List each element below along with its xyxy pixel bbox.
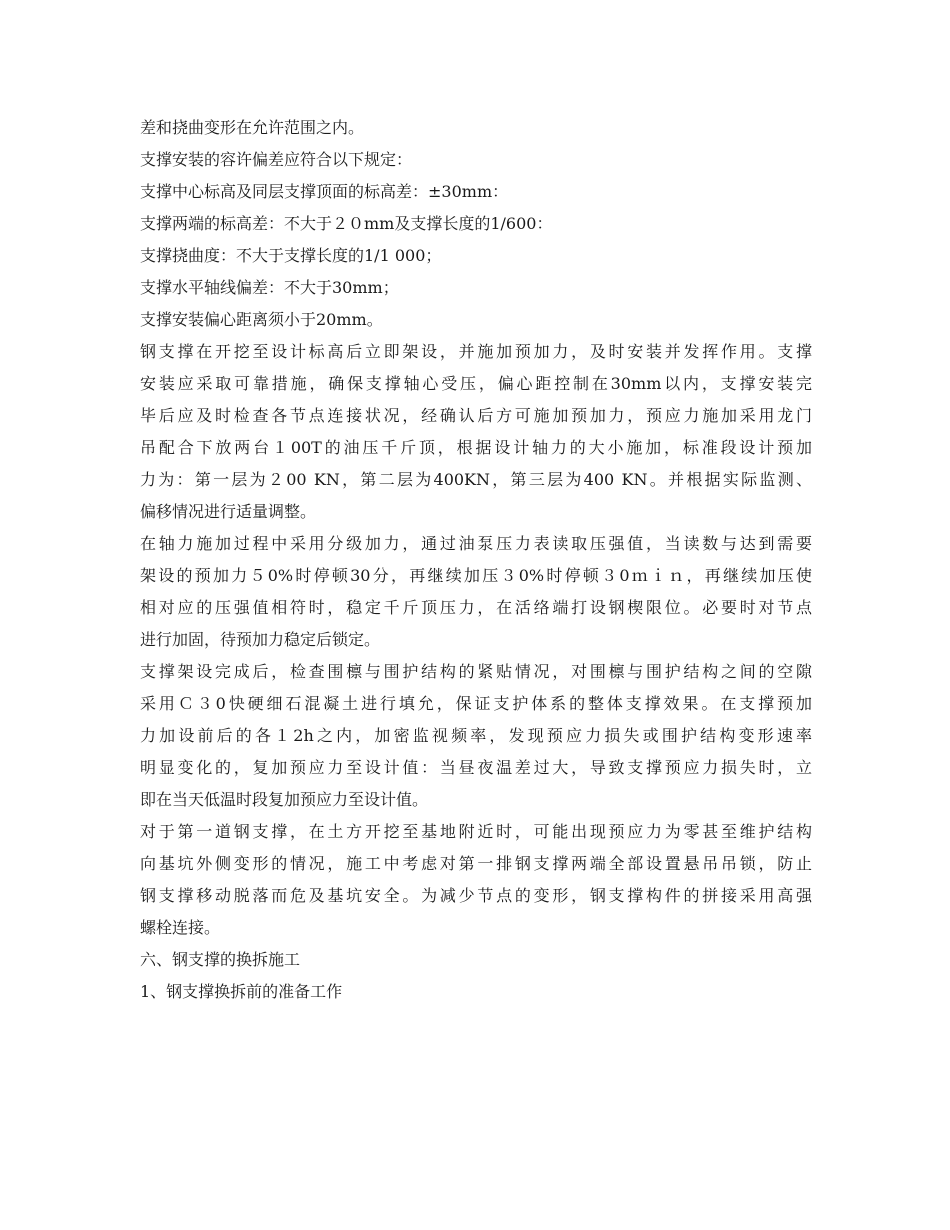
- text-line: 支撑中心标高及同层支撑顶面的标高差：±30mm：: [140, 182, 509, 201]
- text-line: 在轴力施加过程中采用分级加力，通过油泵压力表读取压强值，当读数与达到需要: [140, 534, 812, 553]
- text-line: 1、钢支撑换拆前的准备工作: [140, 982, 343, 1001]
- text-line: 吊配合下放两台１00T的油压千斤顶，根据设计轴力的大小施加，标准段设计预加: [140, 438, 812, 457]
- text-line: 钢支撑在开挖至设计标高后立即架设，并施加预加力，及时安装并发挥作用。支撑: [140, 342, 812, 361]
- text-line: 螺栓连接。: [140, 918, 221, 937]
- text-line: 支撑架设完成后，检查围檩与围护结构的紧贴情况，对围檩与围护结构之间的空隙: [140, 662, 812, 681]
- text-line: 支撑安装偏心距离须小于20mm。: [140, 310, 383, 329]
- text-line: 向基坑外侧变形的情况，施工中考虑对第一排钢支撑两端全部设置悬吊吊锁，防止: [140, 854, 812, 873]
- text-line: 明显变化的，复加预应力至设计值：当昼夜温差过大，导致支撑预应力损失时，立: [140, 758, 812, 777]
- text-line: 支撑两端的标高差：不大于２０mm及支撑长度的1/600：: [140, 214, 553, 233]
- text-line: 安装应采取可靠措施，确保支撑轴心受压，偏心距控制在30mm以内，支撑安装完: [140, 374, 812, 393]
- document-body: [140, 112, 812, 1008]
- text-line: 支撑挠曲度：不大于支撑长度的1/1 000；: [140, 246, 442, 265]
- text-line: 进行加固，待预加力稳定后锁定。: [140, 630, 381, 649]
- text-line: 钢支撑移动脱落而危及基坑安全。为减少节点的变形，钢支撑构件的拼接采用高强: [140, 886, 812, 905]
- text-line: 对于第一道钢支撑，在土方开挖至基地附近时，可能出现预应力为零甚至维护结构: [140, 822, 812, 841]
- text-line: 力为：第一层为２00 KN，第二层为400KN，第三层为400 KN。并根据实际监测、: [140, 470, 812, 489]
- text-line: 偏移情况进行适量调整。: [140, 502, 317, 521]
- text-line: 力加设前后的各１2h之内，加密监视频率，发现预应力损失或围护结构变形速率: [140, 726, 812, 745]
- text-line: 毕后应及时检查各节点连接状况，经确认后方可施加预加力，预应力施加采用龙门: [140, 406, 812, 425]
- text-line: 采用Ｃ３0快硬细石混凝土进行填允，保证支护体系的整体支撑效果。在支撑预加: [140, 694, 812, 713]
- text-line: 架设的预加力５0%时停顿30分，再继续加压３0%时停顿３0ｍｉｎ，再继续加压使: [140, 566, 812, 585]
- text-line: 六、钢支撑的换拆施工: [140, 950, 301, 969]
- text-line: 即在当天低温时段复加预应力至设计值。: [140, 790, 429, 809]
- text-line: 相对应的压强值相符时，稳定千斤顶压力，在活络端打设钢楔限位。必要时对节点: [140, 598, 812, 617]
- text-line: 差和挠曲变形在允许范围之内。: [140, 118, 365, 137]
- text-line: 支撑安装的容许偏差应符合以下规定：: [140, 150, 413, 169]
- text-line: 支撑水平轴线偏差：不大于30mm；: [140, 278, 399, 297]
